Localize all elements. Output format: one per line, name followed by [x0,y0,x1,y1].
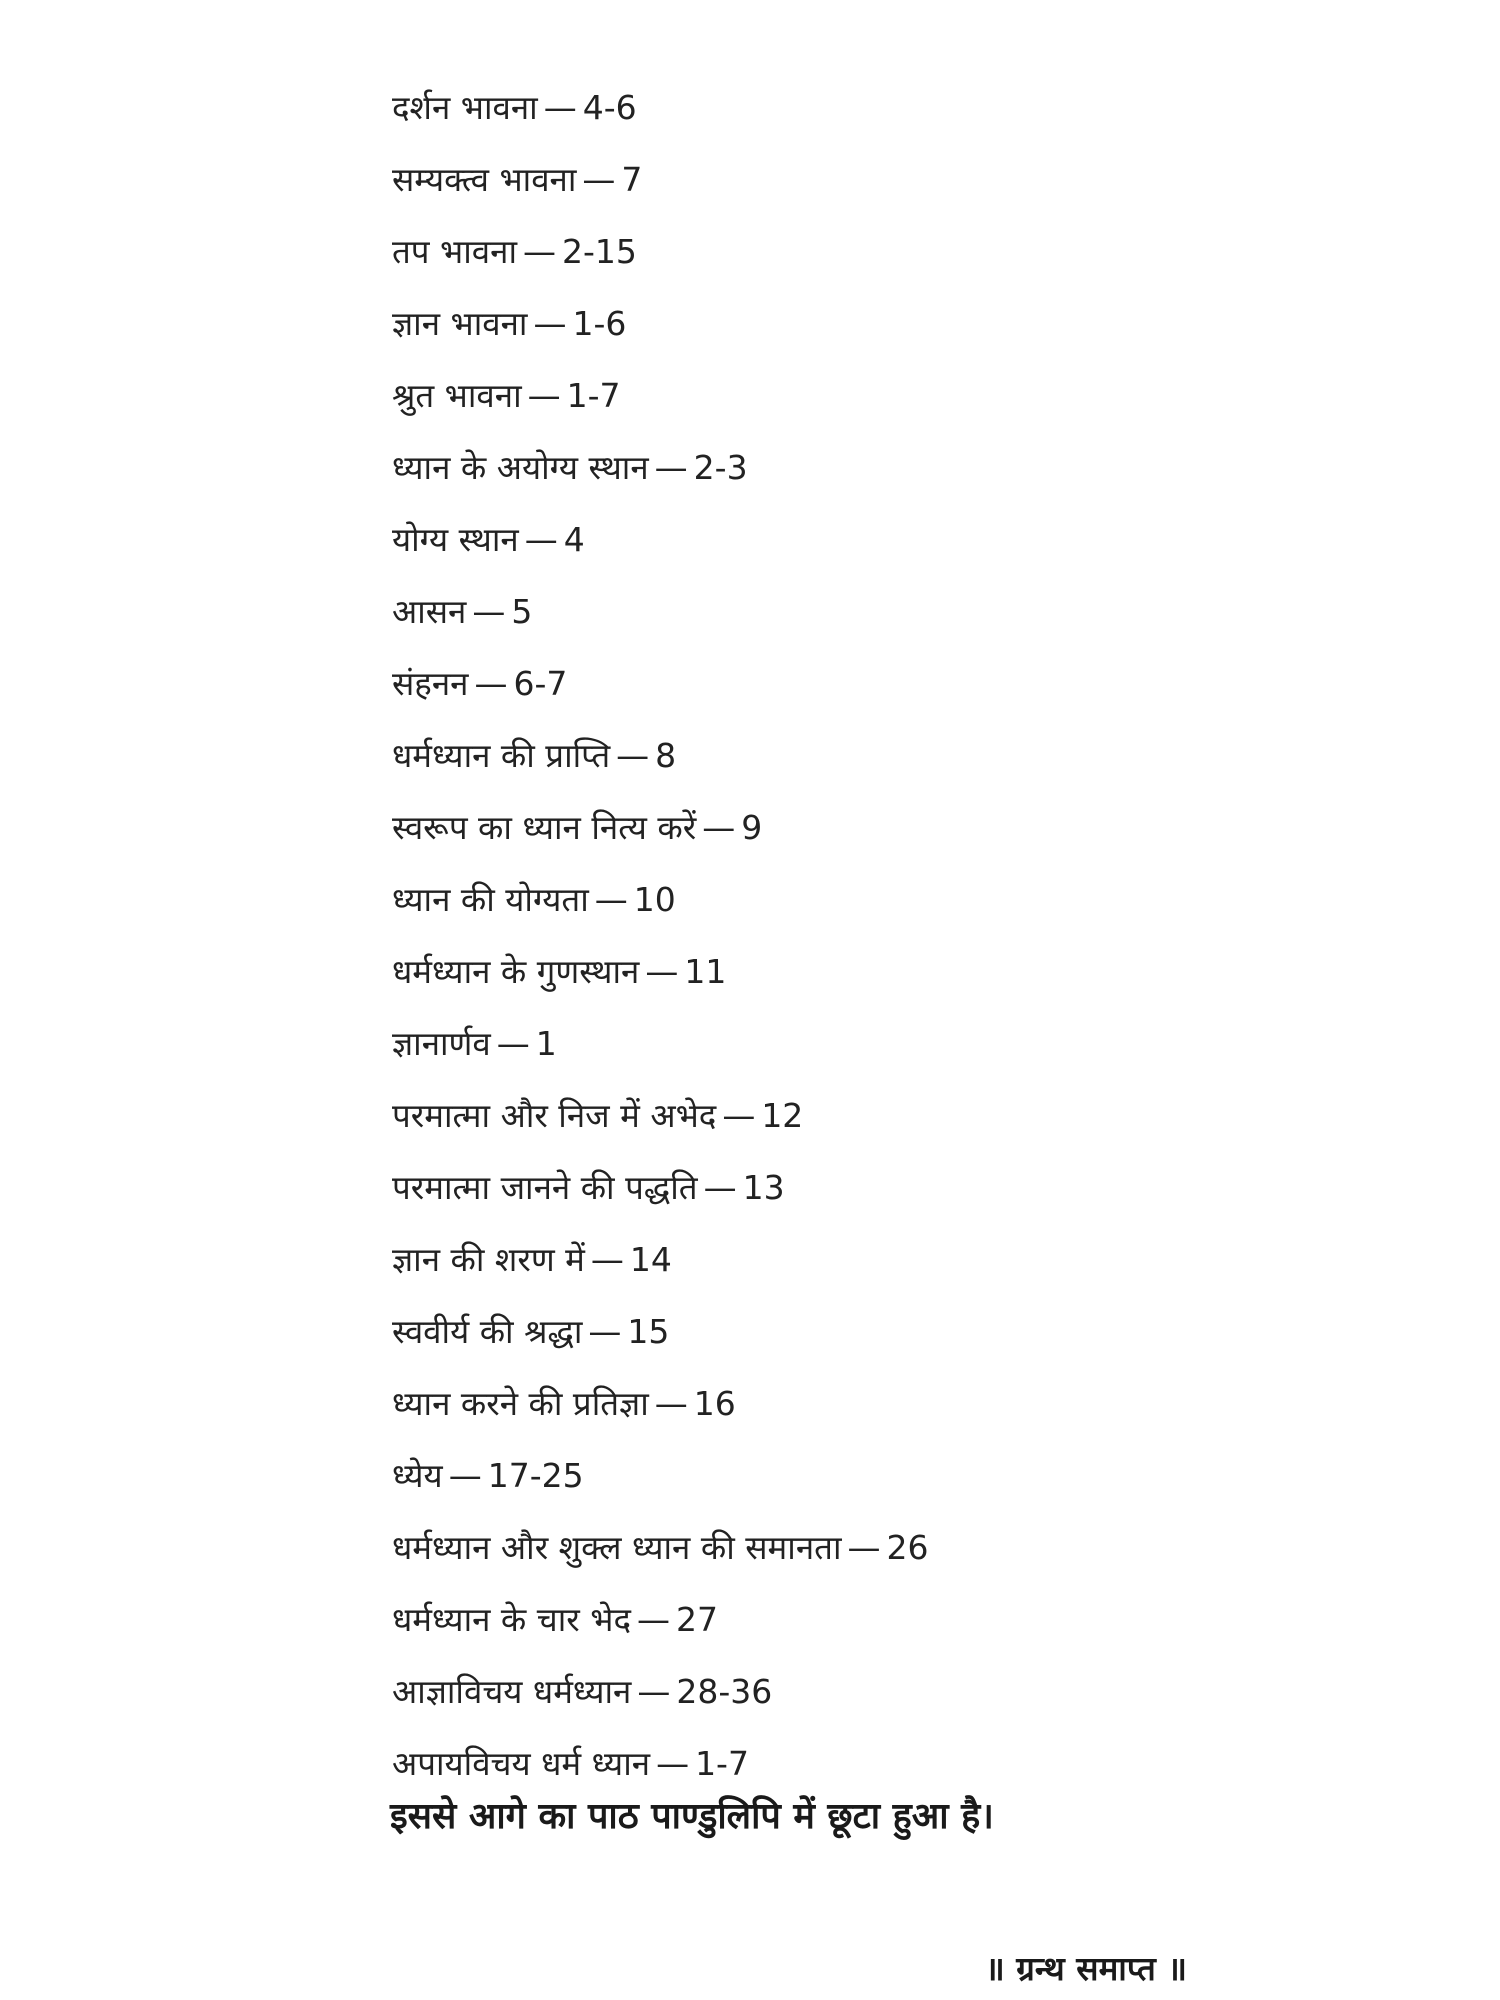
entry-separator: — [496,1024,530,1063]
colophon: ॥ ग्रन्थ समाप्त ॥ [985,1949,1188,1988]
contents-entry [392,1590,929,1662]
entry-title: ज्ञान भावना [392,304,528,343]
entry-title: दर्शन भावना [392,88,538,127]
contents-entry [392,726,929,798]
entry-separator: — [637,1672,671,1711]
entry-separator: — [590,1240,624,1279]
entry-separator: — [702,808,736,847]
entry-title: ध्यान की योग्यता [392,880,589,919]
entry-title: आसन [392,592,467,631]
entry-separator: — [703,1168,737,1207]
entry-verse-range: 5 [511,592,533,631]
entry-verse-range: 15 [627,1312,670,1351]
entry-verse-range: 28-36 [676,1672,773,1711]
entry-verse-range: 4 [563,520,585,559]
entry-separator: — [527,376,561,415]
contents-entry [392,870,929,942]
entry-verse-range: 1-7 [695,1744,749,1783]
contents-entry [392,582,929,654]
entry-separator: — [523,232,556,271]
entry-title: धर्मध्यान और शुक्ल ध्यान की समानता [392,1528,842,1567]
contents-entry [392,366,929,438]
entry-verse-range: 1-7 [566,376,621,415]
entry-title: परमात्मा जानने की पद्धति [392,1168,698,1207]
contents-entry [392,654,929,726]
contents-entry [392,1014,929,1086]
contents-entry [392,78,929,150]
contents-entry [392,510,929,582]
manuscript-gap-note: इससे आगे का पाठ पाण्डुलिपि में छूटा हुआ है। [390,1796,994,1837]
entry-title: आज्ञाविचय धर्मध्यान [392,1672,632,1711]
entry-verse-range: 1-6 [572,304,627,343]
entry-title: सम्यक्त्व भावना [392,160,577,199]
contents-entry [392,150,929,222]
entry-title: धर्मध्यान के चार भेद [392,1600,631,1639]
entry-title: ध्यान करने की प्रतिज्ञा [392,1384,649,1423]
entry-separator: — [636,1600,670,1639]
contents-entry [392,222,929,294]
contents-entry [392,1662,929,1734]
contents-entry [392,1086,929,1158]
entry-verse-range: 7 [621,160,643,199]
entry-separator: — [543,88,577,127]
entry-separator: — [594,880,628,919]
entry-verse-range: 17-25 [487,1456,584,1495]
contents-entry [392,1374,929,1446]
entry-title: ध्येय [392,1456,443,1495]
contents-list [392,78,929,1806]
contents-entry [392,1302,929,1374]
entry-title: श्रुत भावना [392,376,522,415]
entry-verse-range: 16 [693,1384,736,1423]
entry-verse-range: 12 [761,1096,804,1135]
entry-verse-range: 11 [684,952,727,991]
entry-title: तप भावना [392,232,517,271]
entry-verse-range: 1 [535,1024,557,1063]
entry-title: योग्य स्थान [392,520,519,559]
entry-title: स्ववीर्य की श्रद्धा [392,1312,583,1351]
entry-title: ध्यान के अयोग्य स्थान [392,448,649,487]
entry-verse-range: 9 [741,808,763,847]
entry-title: ज्ञानार्णव [392,1024,491,1063]
entry-verse-range: 4-6 [582,88,637,127]
entry-separator: — [472,592,506,631]
contents-entry [392,1446,929,1518]
entry-separator: — [847,1528,881,1567]
entry-separator: — [533,304,567,343]
entry-separator: — [654,448,688,487]
contents-entry [392,798,929,870]
entry-title: धर्मध्यान के गुणस्थान [392,952,640,991]
entry-separator: — [616,736,650,775]
entry-title: स्वरूप का ध्यान नित्य करें [392,808,697,847]
contents-entry [392,1230,929,1302]
entry-separator: — [588,1312,622,1351]
entry-title: संहनन [392,664,469,703]
contents-entry [392,294,929,366]
entry-title: ज्ञान की शरण में [392,1240,585,1279]
contents-entry [392,1518,929,1590]
entry-title: परमात्मा और निज में अभेद [392,1096,717,1135]
entry-separator: — [582,160,616,199]
entry-title: अपायविचय धर्म ध्यान [392,1744,651,1783]
entry-verse-range: 6-7 [513,664,568,703]
entry-verse-range: 14 [629,1240,672,1279]
entry-verse-range: 27 [675,1600,718,1639]
contents-entry [392,438,929,510]
entry-separator: — [448,1456,482,1495]
entry-title: धर्मध्यान की प्राप्ति [392,736,611,775]
entry-verse-range: 26 [886,1528,929,1567]
entry-verse-range: 8 [655,736,677,775]
entry-verse-range: 2-3 [693,448,748,487]
entry-verse-range: 13 [742,1168,785,1207]
entry-separator: — [645,952,679,991]
entry-separator: — [524,520,558,559]
contents-entry [392,942,929,1014]
contents-entry [392,1158,929,1230]
entry-verse-range: 2-15 [562,232,637,271]
entry-separator: — [654,1384,688,1423]
entry-separator: — [656,1744,690,1783]
entry-separator: — [474,664,508,703]
entry-verse-range: 10 [633,880,676,919]
entry-separator: — [722,1096,756,1135]
